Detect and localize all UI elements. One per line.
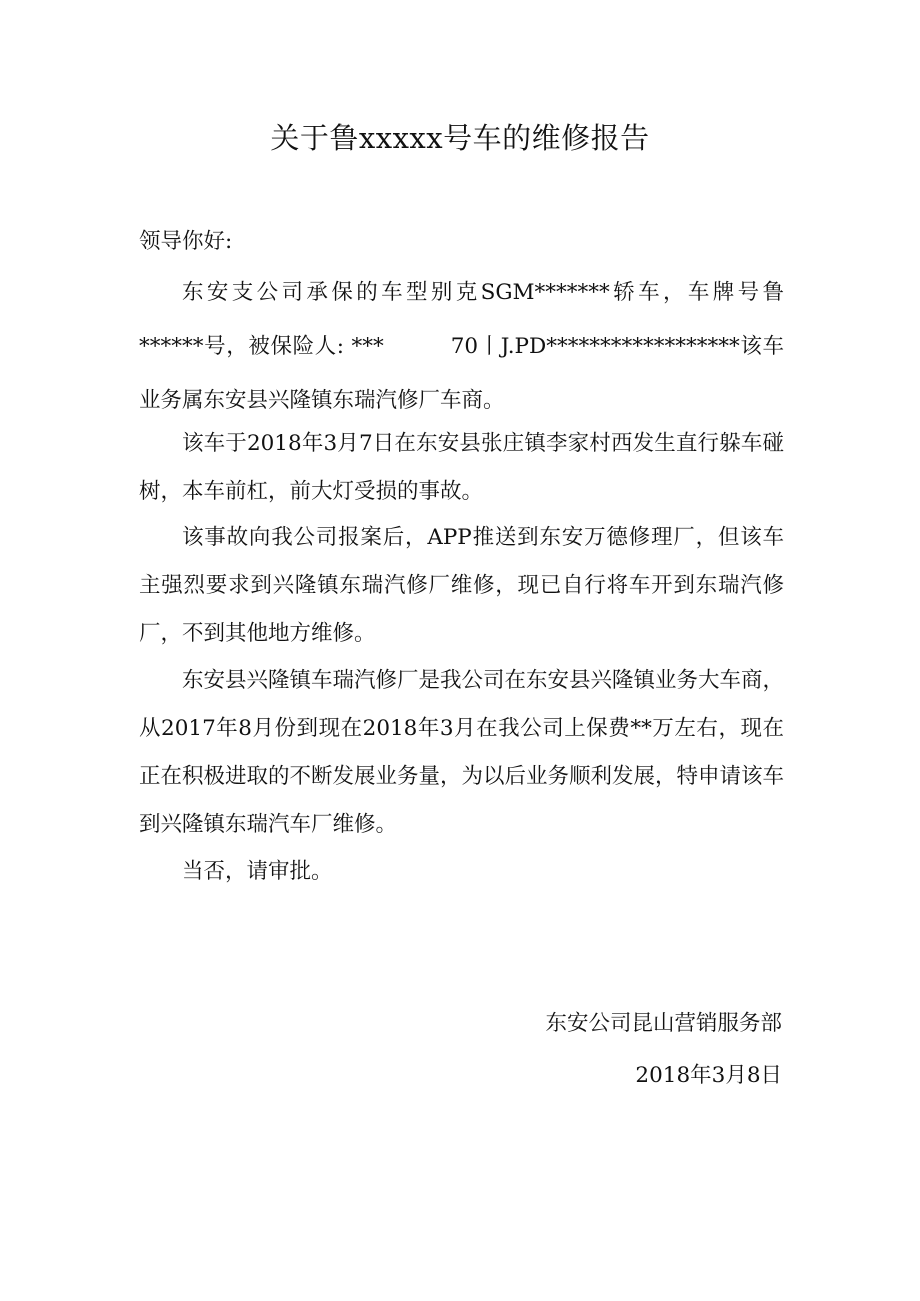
signature-organization: 东安公司昆山营销服务部: [545, 1011, 782, 1036]
paragraph-accident: 该车于2018年3月7日在东安县张庄镇李家村西发生直行躲车碰树，本车前杠，前大灯受损的事故。: [139, 431, 784, 504]
paragraph-dealer-info: 东安县兴隆镇车瑞汽修厂是我公司在东安县兴隆镇业务大车商，从2017年8月份到现在2018年3月在我公司上保费**万左右，现在正在积极进取的不断发展业务量，为以后业务顺利发展，特申请该车到兴隆镇东瑞汽车厂维修。: [139, 668, 785, 837]
salutation: 领导你好:: [139, 229, 233, 254]
paragraph-closing: 当否，请审批。: [182, 859, 333, 884]
document-title: 关于鲁xxxxx号车的维修报告: [270, 121, 650, 155]
signature-date: 2018年3月8日: [635, 1063, 782, 1088]
paragraph-repair-request: 该事故向我公司报案后，APP推送到东安万德修理厂，但该车主强烈要求到兴隆镇东瑞汽修厂维修，现已自行将车开到东瑞汽修厂，不到其他地方维修。: [139, 525, 784, 646]
paragraph-vehicle-info: 东安支公司承保的车型别克SGM*******轿车，车牌号鲁******号，被保险人: *** 70丨J.PD******************该车业务属东安县兴隆镇东瑞汽修厂车商。: [139, 280, 784, 413]
